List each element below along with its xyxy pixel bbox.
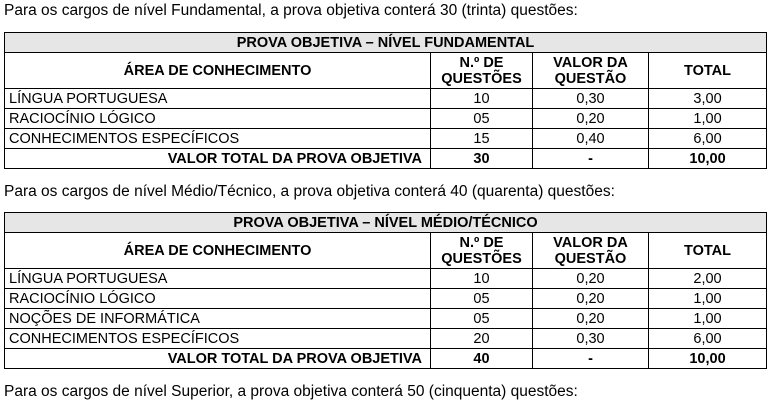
col-header-questoes-l1: N.º DE xyxy=(459,54,504,71)
cell-total: 1,00 xyxy=(649,109,767,129)
cell-valor: 0,20 xyxy=(533,109,649,129)
cell-total: 6,00 xyxy=(649,129,767,149)
col-header-valor-l1: VALOR DA xyxy=(553,54,628,71)
col-header-questoes-l1: N.º DE xyxy=(459,234,504,251)
col-header-questoes-l2: QUESTÕES xyxy=(441,250,522,267)
total-label: VALOR TOTAL DA PROVA OBJETIVA xyxy=(5,149,431,169)
table-title-row xyxy=(5,33,767,53)
cell-area: NOÇÕES DE INFORMÁTICA xyxy=(5,309,431,329)
col-header-area: ÁREA DE CONHECIMENTO xyxy=(5,53,431,89)
cell-valor: 0,30 xyxy=(533,329,649,349)
table-row xyxy=(5,269,767,289)
total-questoes: 30 xyxy=(431,149,533,169)
column-header-row xyxy=(5,233,767,269)
table-fundamental xyxy=(4,32,767,169)
column-header-row xyxy=(5,53,767,89)
cell-questoes: 10 xyxy=(431,89,533,109)
table-row xyxy=(5,309,767,329)
col-header-questoes-l2: QUESTÕES xyxy=(441,70,522,87)
cell-area: CONHECIMENTOS ESPECÍFICOS xyxy=(5,329,431,349)
table-total-row xyxy=(5,149,767,169)
cell-area: RACIOCÍNIO LÓGICO xyxy=(5,289,431,309)
cell-questoes: 05 xyxy=(431,109,533,129)
table-row xyxy=(5,109,767,129)
col-header-valor xyxy=(533,53,649,89)
col-header-questoes xyxy=(431,53,533,89)
cell-questoes: 05 xyxy=(431,309,533,329)
table-row xyxy=(5,89,767,109)
col-header-total: TOTAL xyxy=(649,233,767,269)
cell-total: 3,00 xyxy=(649,89,767,109)
cell-valor: 0,40 xyxy=(533,129,649,149)
table-medio-tecnico xyxy=(4,212,767,369)
cell-questoes: 05 xyxy=(431,289,533,309)
intro-superior: Para os cargos de nível Superior, a prova objetiva conterá 50 (cinquenta) questões: xyxy=(4,383,578,400)
table-row xyxy=(5,329,767,349)
cell-total: 2,00 xyxy=(649,269,767,289)
cell-questoes: 20 xyxy=(431,329,533,349)
cell-valor: 0,20 xyxy=(533,289,649,309)
cell-total: 1,00 xyxy=(649,309,767,329)
total-total: 10,00 xyxy=(649,149,767,169)
cell-total: 6,00 xyxy=(649,329,767,349)
total-valor: - xyxy=(533,349,649,369)
cell-valor: 0,20 xyxy=(533,309,649,329)
intro-fundamental: Para os cargos de nível Fundamental, a prova objetiva conterá 30 (trinta) questões: xyxy=(4,2,578,19)
col-header-valor-l2: QUESTÃO xyxy=(554,70,627,87)
table-total-row xyxy=(5,349,767,369)
total-valor: - xyxy=(533,149,649,169)
cell-area: CONHECIMENTOS ESPECÍFICOS xyxy=(5,129,431,149)
total-questoes: 40 xyxy=(431,349,533,369)
cell-valor: 0,20 xyxy=(533,269,649,289)
col-header-total: TOTAL xyxy=(649,53,767,89)
cell-questoes: 15 xyxy=(431,129,533,149)
col-header-valor xyxy=(533,233,649,269)
table-row xyxy=(5,289,767,309)
intro-medio-tecnico: Para os cargos de nível Médio/Técnico, a prova objetiva conterá 40 (quarenta) questões: xyxy=(4,183,615,200)
col-header-area: ÁREA DE CONHECIMENTO xyxy=(5,233,431,269)
col-header-valor-l2: QUESTÃO xyxy=(554,250,627,267)
table-row xyxy=(5,129,767,149)
col-header-questoes xyxy=(431,233,533,269)
total-label: VALOR TOTAL DA PROVA OBJETIVA xyxy=(5,349,431,369)
table-title-row xyxy=(5,213,767,233)
cell-total: 1,00 xyxy=(649,289,767,309)
cell-valor: 0,30 xyxy=(533,89,649,109)
col-header-valor-l1: VALOR DA xyxy=(553,234,628,251)
table-title: PROVA OBJETIVA – NÍVEL MÉDIO/TÉCNICO xyxy=(5,213,767,233)
cell-area: LÍNGUA PORTUGUESA xyxy=(5,89,431,109)
cell-questoes: 10 xyxy=(431,269,533,289)
table-title: PROVA OBJETIVA – NÍVEL FUNDAMENTAL xyxy=(5,33,767,53)
total-total: 10,00 xyxy=(649,349,767,369)
cell-area: RACIOCÍNIO LÓGICO xyxy=(5,109,431,129)
cell-area: LÍNGUA PORTUGUESA xyxy=(5,269,431,289)
